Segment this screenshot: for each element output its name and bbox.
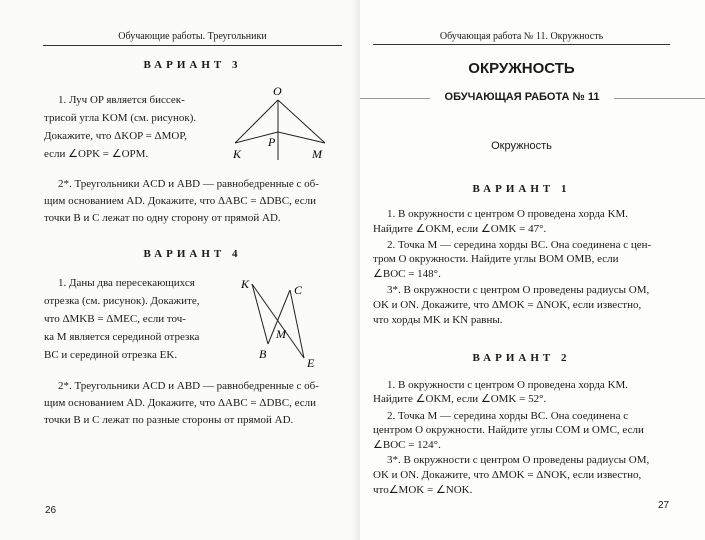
text-line: Докажите, что ΔKOP = ΔMOP, bbox=[44, 130, 188, 142]
label-e: E bbox=[307, 356, 315, 370]
label-c: C bbox=[294, 283, 303, 297]
page-number: 27 bbox=[658, 500, 670, 511]
text-line: что∠MOK = ∠NOK. bbox=[373, 484, 473, 496]
text-line: ∠BOC = 124°. bbox=[373, 439, 441, 451]
label-m: M bbox=[312, 147, 322, 161]
variant-3-title: ВАРИАНТ 3 bbox=[143, 59, 242, 71]
text-line: центром O окружности. Найдите углы COM и OMC, если bbox=[373, 424, 644, 436]
running-head: Обучающие работы. Треугольники bbox=[118, 31, 267, 42]
chapter-title: ОКРУЖНОСТЬ bbox=[468, 60, 575, 77]
text-line: ∠BOC = 148°. bbox=[373, 268, 441, 280]
text-line: 1. В окружности с центром O проведена хорда KM. bbox=[387, 379, 629, 391]
variant-4-title: ВАРИАНТ 4 bbox=[143, 248, 242, 260]
text-line: OK и ON. Докажите, что ΔMOK = ΔNOK, если известно, bbox=[373, 299, 642, 311]
text-line: что хорды MK и KN равны. bbox=[373, 314, 503, 326]
text-line: 2. Точка M — середина хорды BC. Она соединена с bbox=[387, 410, 629, 422]
header-rule bbox=[373, 44, 670, 45]
label-k: K bbox=[241, 277, 250, 291]
label-o: O bbox=[273, 84, 282, 98]
work-title: ОБУЧАЮЩАЯ РАБОТА № 11 bbox=[444, 91, 600, 103]
right-page bbox=[360, 0, 705, 540]
label-b: B bbox=[259, 347, 267, 361]
text-line: 1. В окружности с центром O проведена хорда KM. bbox=[387, 208, 629, 220]
title-rule-left bbox=[360, 98, 430, 99]
intersecting-segments-figure bbox=[238, 276, 323, 371]
text-line: BC и серединой отрезка EK. bbox=[44, 349, 178, 361]
triangle-kom-figure bbox=[228, 82, 338, 167]
text-line: отрезка (см. рисунок). Докажите, bbox=[44, 295, 200, 307]
text-line: точки B и C лежат по одну сторону от прямой AD. bbox=[44, 212, 281, 224]
text-line: точки B и C лежат по разные стороны от прямой AD. bbox=[44, 414, 294, 426]
text-line: 1. Даны два пересекающихся bbox=[58, 277, 195, 289]
text-line: Найдите ∠OKM, если ∠OMK = 47°. bbox=[373, 223, 547, 235]
text-line: тром O окружности. Найдите углы BOM OMB, если bbox=[373, 253, 619, 265]
text-line: OK и ON. Докажите, что ΔMOK = ΔNOK, если известно, bbox=[373, 469, 642, 481]
text-line: Найдите ∠OKM, если ∠OMK = 52°. bbox=[373, 393, 547, 405]
text-line: что ΔMKB = ΔMEC, если точ- bbox=[44, 313, 186, 325]
text-line: трисой угла KOM (см. рисунок). bbox=[44, 112, 197, 124]
text-line: 2*. Треугольники ACD и ABD — равнобедренные с об- bbox=[58, 380, 319, 392]
text-line: щим основанием AD. Докажите, что ΔABC = ΔDBC, если bbox=[44, 195, 316, 207]
subtitle: Окружность bbox=[491, 140, 552, 152]
running-head: Обучающая работа № 11. Окружность bbox=[439, 31, 604, 42]
variant-1-title: ВАРИАНТ 1 bbox=[472, 183, 571, 195]
page-number: 26 bbox=[45, 505, 57, 516]
label-p: P bbox=[268, 135, 276, 149]
text-line: 2. Точка M — середина хорды BC. Она соединена с цен- bbox=[387, 239, 652, 251]
variant-2-title: ВАРИАНТ 2 bbox=[472, 352, 571, 364]
text-line: 3*. В окружности с центром O проведены радиусы OM, bbox=[387, 454, 650, 466]
text-line: ка M является серединой отрезка bbox=[44, 331, 200, 343]
label-m: M bbox=[276, 327, 286, 341]
label-k: K bbox=[233, 147, 242, 161]
title-rule-right bbox=[614, 98, 705, 99]
text-line: если ∠OPK = ∠OPM. bbox=[44, 148, 149, 160]
text-line: 2*. Треугольники ACD и ABD — равнобедренные с об- bbox=[58, 178, 319, 190]
text-line: 3*. В окружности с центром O проведены радиусы OM, bbox=[387, 284, 650, 296]
text-line: щим основанием AD. Докажите, что ΔABC = ΔDBC, если bbox=[44, 397, 316, 409]
header-rule bbox=[43, 45, 342, 46]
text-line: 1. Луч OP является биссек- bbox=[58, 94, 185, 106]
